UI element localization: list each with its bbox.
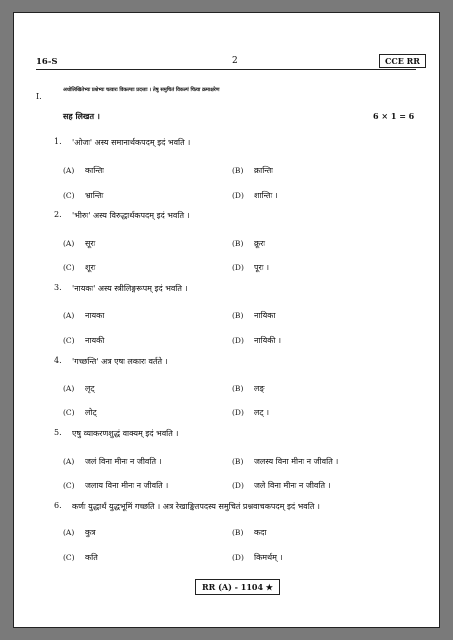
- option-label: (B): [232, 239, 244, 248]
- option-text: नायका: [85, 311, 105, 320]
- option-label: (D): [232, 263, 244, 272]
- option-label: (D): [232, 408, 244, 417]
- option-text: जले विना मीनः न जीवति ।: [254, 481, 331, 490]
- option-text: कुत्र: [85, 528, 96, 537]
- option-text: किमर्थम् ।: [254, 553, 283, 562]
- option-text: नायिकी ।: [254, 336, 282, 345]
- option-text: नायकी: [85, 336, 105, 345]
- series-code-box: CCE RR: [379, 54, 426, 68]
- section-number: I.: [36, 92, 42, 101]
- option-label: (A): [63, 166, 75, 175]
- question-text: 'ओजः' अस्य समानार्थकपदम् इदं भवति ।: [72, 138, 191, 147]
- option-text: सूरः: [85, 239, 96, 248]
- option-text: शान्तिः ।: [254, 191, 278, 200]
- option-text: लृट्: [85, 384, 95, 393]
- question-number: 6.: [54, 501, 62, 510]
- option-text: पूरः ।: [254, 263, 270, 272]
- option-label: (B): [232, 166, 244, 175]
- option-text: क्रूरः: [254, 239, 266, 248]
- option-label: (A): [63, 384, 75, 393]
- option-text: जलस्य विना मीनः न जीवति ।: [254, 457, 339, 466]
- section-instruction: अधोलिखितेभ्यः प्रश्नेभ्यः चत्वारः विकल्पाः प्रदत्ताः । तेषु समुचितं विकल्पं चित्वा क्रमाक्षरेण: [63, 87, 220, 93]
- option-label: (C): [63, 408, 75, 417]
- paper-code: 16-S: [36, 57, 58, 67]
- option-label: (B): [232, 528, 244, 537]
- option-label: (C): [63, 263, 75, 272]
- question-text: 'नायकः' अस्य स्त्रीलिङ्गरूपम् इदं भवति ।: [72, 284, 188, 293]
- exam-page: [13, 12, 440, 628]
- option-text: लोट्: [85, 408, 97, 417]
- option-label: (C): [63, 553, 75, 562]
- option-label: (A): [63, 311, 75, 320]
- option-label: (B): [232, 311, 244, 320]
- question-number: 2.: [54, 210, 62, 219]
- option-text: नायिका: [254, 311, 276, 320]
- section-instruction-cont: सह लिखत ।: [63, 111, 100, 121]
- option-text: क्रान्तिः: [254, 166, 273, 175]
- option-text: जलं विना मीनः न जीवति ।: [85, 457, 162, 466]
- option-label: (B): [232, 457, 244, 466]
- question-number: 4.: [54, 356, 62, 365]
- option-label: (C): [63, 336, 75, 345]
- option-label: (C): [63, 481, 75, 490]
- option-label: (A): [63, 528, 75, 537]
- question-number: 3.: [54, 283, 62, 292]
- option-label: (A): [63, 239, 75, 248]
- footer-code-box: RR (A) - 1104 ★: [195, 579, 280, 595]
- option-text: लङ्: [254, 384, 265, 393]
- question-text: 'गच्छन्ति' अत्र एषः लकारः वर्तते ।: [72, 357, 168, 366]
- question-text: एषु व्याकरणशुद्धं वाक्यम् इदं भवति ।: [72, 429, 179, 438]
- option-text: कान्तिः: [85, 166, 104, 175]
- option-label: (C): [63, 191, 75, 200]
- header-rule: [36, 69, 416, 70]
- option-text: कदा: [254, 528, 267, 537]
- option-text: लट् ।: [254, 408, 270, 417]
- page-number: 2: [232, 56, 238, 66]
- option-text: भ्रान्तिः: [85, 191, 104, 200]
- question-number: 1.: [54, 137, 62, 146]
- option-label: (A): [63, 457, 75, 466]
- option-label: (D): [232, 191, 244, 200]
- question-text: 'भीरुः' अस्य विरुद्धार्थकपदम् इदं भवति ।: [72, 211, 190, 220]
- question-text: कर्णः युद्धार्थं युद्धभूमिं गच्छति । अत्र रेखाङ्कितपदस्य समुचितं प्रश्नवाचकपदम् इदं भवति ।: [72, 502, 320, 511]
- option-text: शूरः: [85, 263, 96, 272]
- option-label: (D): [232, 336, 244, 345]
- option-label: (D): [232, 481, 244, 490]
- option-text: कति: [85, 553, 98, 562]
- question-number: 5.: [54, 428, 62, 437]
- option-label: (B): [232, 384, 244, 393]
- section-marks: 6 × 1 = 6: [373, 111, 415, 121]
- option-label: (D): [232, 553, 244, 562]
- option-text: जलाय विना मीनः न जीवति ।: [85, 481, 169, 490]
